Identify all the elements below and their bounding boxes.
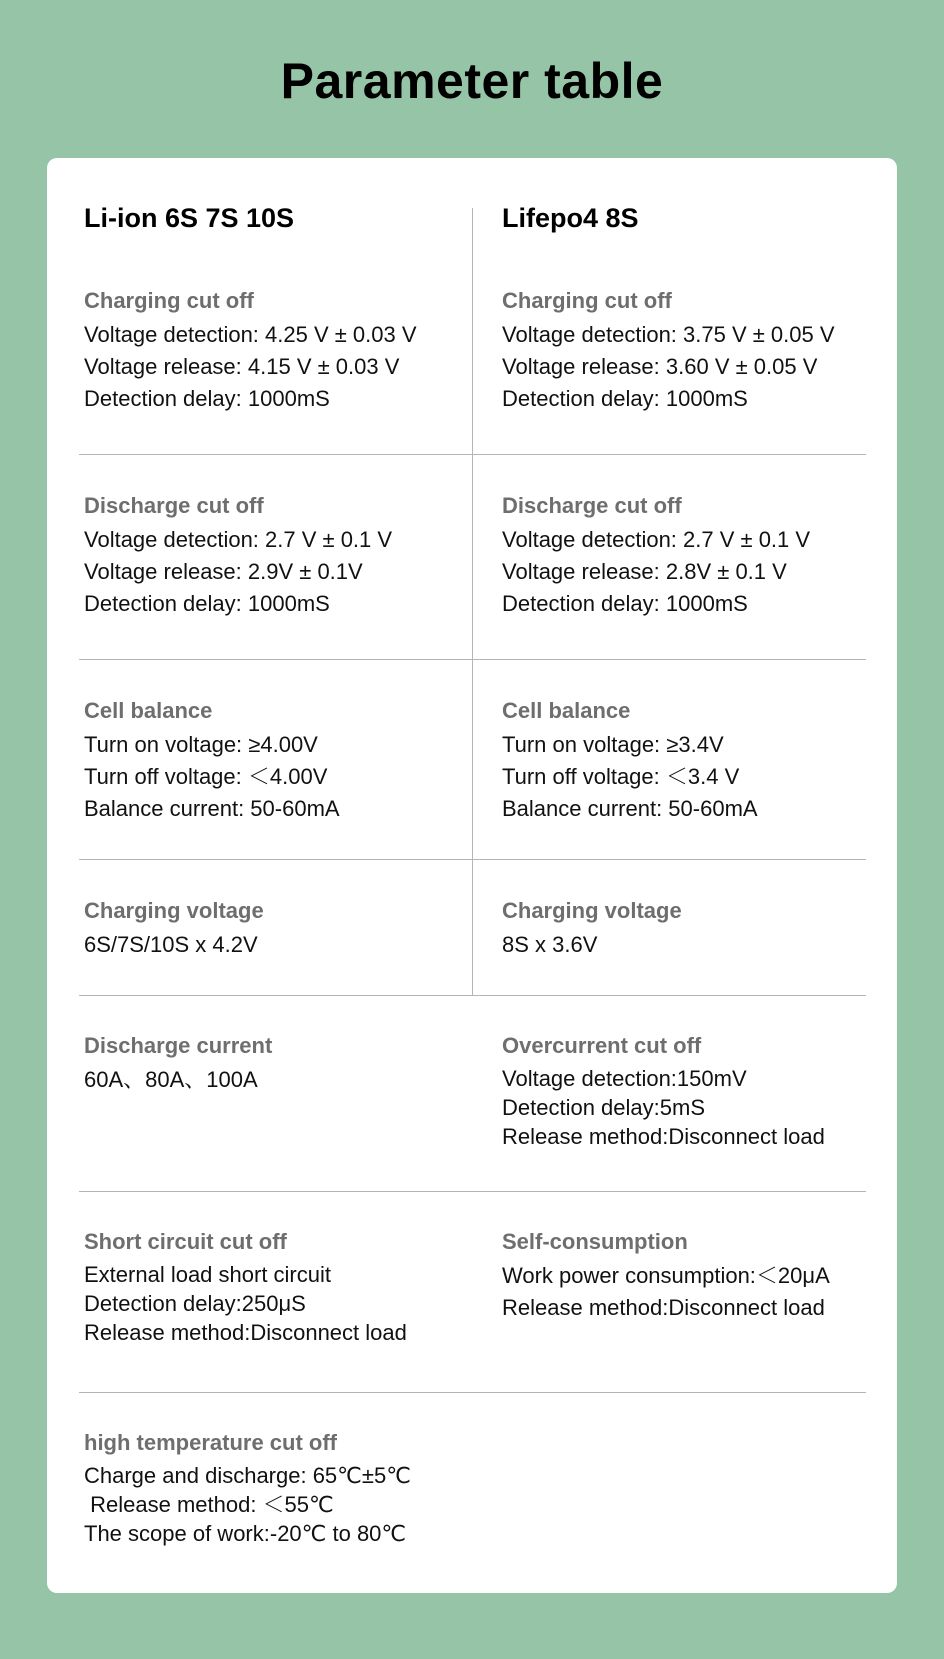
param-line: Detection delay:5mS — [502, 1095, 705, 1120]
param-line: Balance current: 50-60mA — [502, 796, 758, 821]
lifepo4-cell-balance — [502, 697, 902, 825]
param-line: Voltage detection: 2.7 V ± 0.1 V — [84, 527, 393, 552]
param-line: Turn on voltage: ≥3.4V — [502, 732, 724, 757]
section-heading: Overcurrent cut off — [502, 1033, 702, 1058]
lifepo4-self-consumption — [502, 1228, 902, 1324]
li-ion-charging-cut-off — [84, 287, 484, 415]
high-temperature-cut-off — [84, 1429, 484, 1548]
section-heading: Charging voltage — [84, 898, 264, 923]
param-line: 8S x 3.6V — [502, 932, 598, 957]
param-line: Release method: ＜55℃ — [84, 1492, 334, 1517]
li-ion-charging-voltage — [84, 897, 484, 961]
param-line: Detection delay:250μS — [84, 1291, 306, 1316]
param-line: Detection delay: 1000mS — [502, 591, 748, 616]
param-line: Release method:Disconnect load — [84, 1320, 407, 1345]
row-divider — [79, 454, 866, 455]
param-line: The scope of work:-20℃ to 80℃ — [84, 1521, 407, 1546]
page-title: Parameter table — [280, 53, 664, 109]
lifepo4-overcurrent-cut-off — [502, 1032, 902, 1151]
column-header-lifepo4: Lifepo4 8S — [502, 203, 639, 233]
param-line: Release method:Disconnect load — [502, 1124, 825, 1149]
section-heading: Discharge current — [84, 1033, 273, 1058]
row-divider — [79, 859, 866, 860]
column-header-li-ion: Li-ion 6S 7S 10S — [84, 203, 295, 233]
section-heading: Short circuit cut off — [84, 1229, 287, 1254]
param-line: Turn on voltage: ≥4.00V — [84, 732, 318, 757]
param-line: Voltage detection: 4.25 V ± 0.03 V — [84, 322, 417, 347]
param-line: Detection delay: 1000mS — [84, 386, 330, 411]
row-divider — [79, 1392, 866, 1393]
li-ion-discharge-current — [84, 1032, 484, 1096]
li-ion-cell-balance — [84, 697, 484, 825]
lifepo4-charging-voltage — [502, 897, 902, 961]
section-heading: high temperature cut off — [84, 1430, 338, 1455]
li-ion-discharge-cut-off — [84, 492, 484, 620]
param-line: Turn off voltage: ＜4.00V — [84, 764, 328, 789]
param-line: Balance current: 50-60mA — [84, 796, 340, 821]
row-divider — [79, 995, 866, 996]
lifepo4-charging-cut-off — [502, 287, 902, 415]
section-heading: Cell balance — [84, 698, 213, 723]
lifepo4-discharge-cut-off — [502, 492, 902, 620]
param-line: Voltage release: 2.8V ± 0.1 V — [502, 559, 787, 584]
param-line: Voltage detection: 2.7 V ± 0.1 V — [502, 527, 811, 552]
param-line: Voltage detection:150mV — [502, 1066, 747, 1091]
section-heading: Discharge cut off — [502, 493, 682, 518]
section-heading: Discharge cut off — [84, 493, 264, 518]
section-heading: Self-consumption — [502, 1229, 688, 1254]
section-heading: Charging cut off — [84, 288, 254, 313]
param-line: Voltage release: 2.9V ± 0.1V — [84, 559, 363, 584]
param-line: Work power consumption:＜20μA — [502, 1263, 830, 1288]
param-line: Charge and discharge: 65℃±5℃ — [84, 1463, 411, 1488]
param-line: 6S/7S/10S x 4.2V — [84, 932, 258, 957]
param-line: Detection delay: 1000mS — [502, 386, 748, 411]
param-line: Detection delay: 1000mS — [84, 591, 330, 616]
param-line: Voltage release: 3.60 V ± 0.05 V — [502, 354, 818, 379]
param-line: External load short circuit — [84, 1262, 331, 1287]
param-line: Turn off voltage: ＜3.4 V — [502, 764, 740, 789]
row-divider — [79, 659, 866, 660]
param-line: Voltage release: 4.15 V ± 0.03 V — [84, 354, 400, 379]
section-heading: Charging voltage — [502, 898, 682, 923]
li-ion-short-circuit-cut-off — [84, 1228, 484, 1347]
param-line: Voltage detection: 3.75 V ± 0.05 V — [502, 322, 835, 347]
row-divider — [79, 1191, 866, 1192]
section-heading: Charging cut off — [502, 288, 672, 313]
param-line: 60A、80A、100A — [84, 1067, 258, 1092]
param-line: Release method:Disconnect load — [502, 1295, 825, 1320]
section-heading: Cell balance — [502, 698, 631, 723]
